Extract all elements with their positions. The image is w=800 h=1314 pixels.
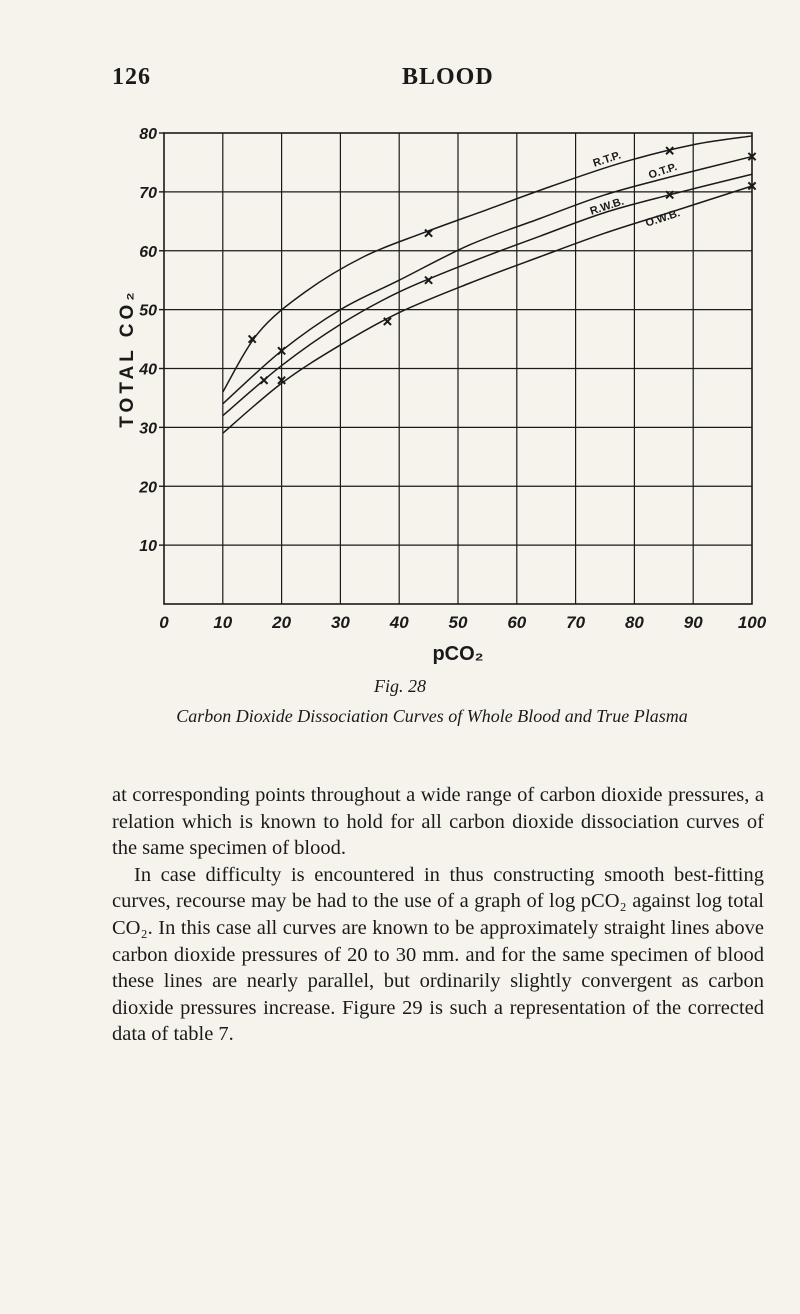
curve-label: O.T.P. <box>647 161 679 182</box>
y-tick-label: 40 <box>139 361 157 379</box>
x-tick-label: 70 <box>566 613 586 632</box>
chart-grid <box>164 133 752 604</box>
y-tick-label: 50 <box>139 302 157 320</box>
x-tick-label: 40 <box>389 613 409 632</box>
chart-markers <box>249 147 756 384</box>
x-tick-label: 80 <box>624 613 644 632</box>
x-axis-label: pCO₂ <box>432 643 484 665</box>
curve-label: O.W.B. <box>644 207 682 230</box>
data-point-marker <box>260 377 267 384</box>
x-tick-label: 90 <box>683 613 703 632</box>
y-tick-label: 80 <box>139 126 157 143</box>
page-number: 126 <box>112 64 151 90</box>
y-tick-label: 10 <box>139 538 157 556</box>
x-tick-label: 0 <box>159 613 169 632</box>
figure-label: Fig. 28 <box>374 676 426 696</box>
y-tick-label: 70 <box>139 184 157 202</box>
y-tick-label: 30 <box>139 420 157 438</box>
chart-curves <box>223 136 752 433</box>
paragraph-1: at corresponding points throughout a wide range of carbon dioxide pressures, a relation which is known to hold for all carbon dioxide dissociation curves of the same specimen of blood. <box>112 784 764 860</box>
x-tick-label: 50 <box>448 613 468 632</box>
x-tick-label: 20 <box>272 613 292 632</box>
y-tick-label: 60 <box>139 243 157 261</box>
y-tick-label: 20 <box>139 479 157 497</box>
running-head: BLOOD <box>402 64 494 90</box>
body-text <box>112 782 764 1048</box>
x-tick-label: 10 <box>213 613 233 632</box>
x-tick-label: 100 <box>737 613 767 632</box>
chart-ticks <box>138 126 767 632</box>
curve-label: R.T.P. <box>591 149 623 170</box>
y-axis-label: TOTAL CO₂ <box>117 288 138 428</box>
x-tick-label: 60 <box>507 613 527 632</box>
figure-caption: Carbon Dioxide Dissociation Curves of Whole Blood and True Plasma <box>176 706 688 726</box>
x-tick-label: 30 <box>330 613 350 632</box>
paragraph-2: In case difficulty is encountered in thus constructing smooth best-fitting curves, recourse may be had to the use of a graph of log pCO₂ against log total CO₂. In this case all curves are known to be approximately straight lines above carbon dioxide pressures of 20 to 30 mm. and for the same specimen of blood these lines are nearly parallel, but ordinarily slightly convergent as carbon dioxide pressures increase. Figure 29 is such a representation of the corrected data of table 7. <box>112 863 764 1046</box>
curve-label: R.W.B. <box>588 195 626 218</box>
